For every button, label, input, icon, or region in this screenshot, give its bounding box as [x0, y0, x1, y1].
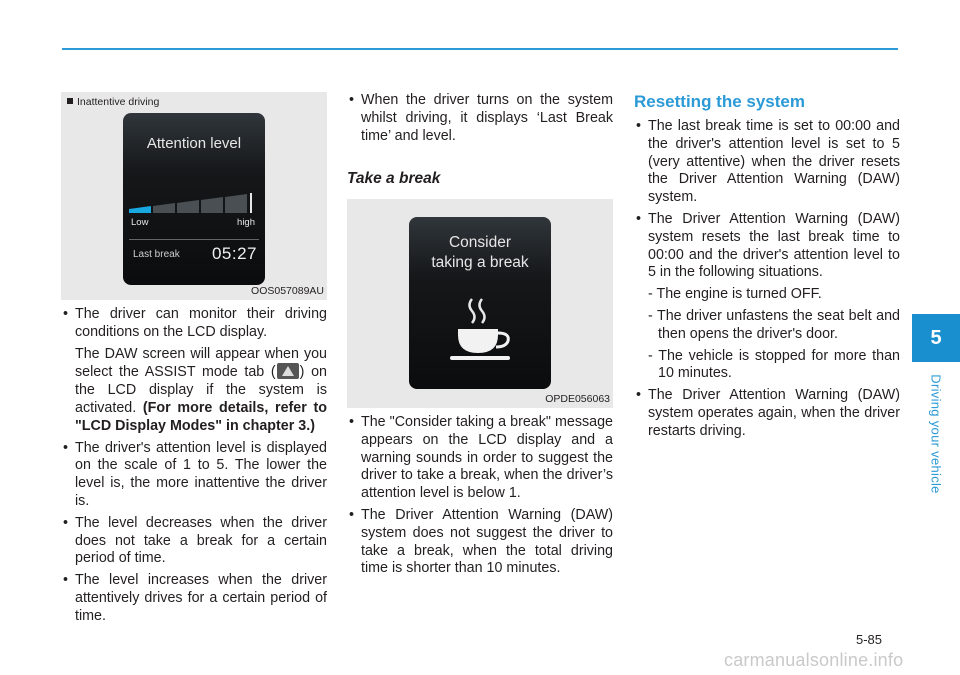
take-a-break-figure [347, 199, 613, 408]
chapter-tab[interactable] [912, 314, 960, 362]
column-1-text [61, 306, 327, 630]
dash-item: - The driver unfastens the seat belt and then opens the driver's door. [648, 307, 900, 342]
page-number: 5-85 [856, 632, 883, 647]
column-2-bottom-text [347, 414, 613, 582]
figure-code: OOS057089AU [251, 285, 324, 297]
attention-level-figure [61, 92, 327, 300]
figure-caption-text: Inattentive driving [77, 96, 160, 108]
header-rule [62, 48, 898, 50]
figure-caption [67, 96, 159, 108]
lcd-break-screen [409, 217, 551, 389]
text-span: The DAW screen will appear when you select the ASSIST mode tab ( [75, 345, 327, 381]
attention-level-bar [129, 193, 257, 213]
lcd-line: taking a break [431, 254, 529, 271]
bullet-item: • The "Consider taking a break" message appears on the LCD display and a warning sounds in order to suggest the driver to take a break, when the driver’s attention level is below 1. [347, 414, 613, 503]
section-title: Resetting the system [634, 92, 805, 111]
attention-segment [201, 197, 223, 213]
lcd-divider [129, 239, 259, 240]
lcd-line: Consider [448, 234, 512, 251]
bullet-item: • The level increases when the driver attentively drives for a certain period of time. [61, 572, 327, 625]
bullet-item: • The driver can monitor their driving conditions on the LCD display. [61, 306, 327, 342]
attention-segment [225, 194, 247, 213]
lcd-break-message [409, 233, 551, 273]
attention-segment [129, 206, 151, 213]
subsection-title: Take a break [347, 170, 441, 187]
coffee-cup-icon [446, 295, 516, 365]
chapter-side-label [915, 368, 957, 500]
bullet-item: • The level decreases when the driver does not take a break for a certain period of time. [61, 515, 327, 568]
watermark: carmanualsonline.info [724, 650, 904, 670]
last-break-label: Last break [133, 249, 180, 260]
chapter-title: Driving your vehicle [928, 374, 944, 494]
bullet-item: • The last break time is set to 00:00 and the driver's attention level is set to 5 (very attentive) when the driver resets the Driver Attention Warning (DAW) system. [634, 118, 900, 207]
attention-segment [177, 200, 199, 213]
bullet-item: • The Driver Attention Warning (DAW) system resets the last break time to 00:00 and the driver's attention level to 5 in the following situations. [634, 211, 900, 282]
bullet-item: • The driver's attention level is displayed on the scale of 1 to 5. The lower the level is, the more inattentive the driver is. [61, 440, 327, 511]
bullet-item: • When the driver turns on the system whilst driving, it displays ‘Last Break time’ and level. [347, 92, 613, 145]
high-label: high [237, 217, 255, 228]
lcd-title: Attention level [146, 135, 242, 152]
reference-note: (For more details, refer to "LCD Display Modes" in chapter 3.) [75, 399, 327, 434]
lcd-attention-screen [123, 113, 265, 285]
attention-max-marker [250, 193, 252, 213]
attention-segment [153, 203, 175, 213]
assist-mode-icon [277, 363, 299, 379]
dash-item: - The engine is turned OFF. [648, 286, 822, 303]
bullet-item: • The Driver Attention Warning (DAW) system operates again, when the driver restarts driving. [634, 387, 900, 440]
figure-code: OPDE056063 [545, 393, 610, 405]
column-2-top-text [347, 92, 613, 149]
chapter-number: 5 [930, 326, 942, 349]
bullet-item: • The Driver Attention Warning (DAW) system does not suggest the driver to take a break, when the total driving time is shorter than 10 minutes. [347, 507, 613, 578]
dash-item: - The vehicle is stopped for more than 10 minutes. [648, 347, 900, 382]
low-label: Low [131, 217, 149, 228]
text-span: ) on the LCD display if the system is activated. [75, 364, 327, 416]
paragraph [61, 346, 327, 436]
last-break-time: 05:27 [211, 244, 257, 263]
column-3-text [634, 118, 900, 445]
